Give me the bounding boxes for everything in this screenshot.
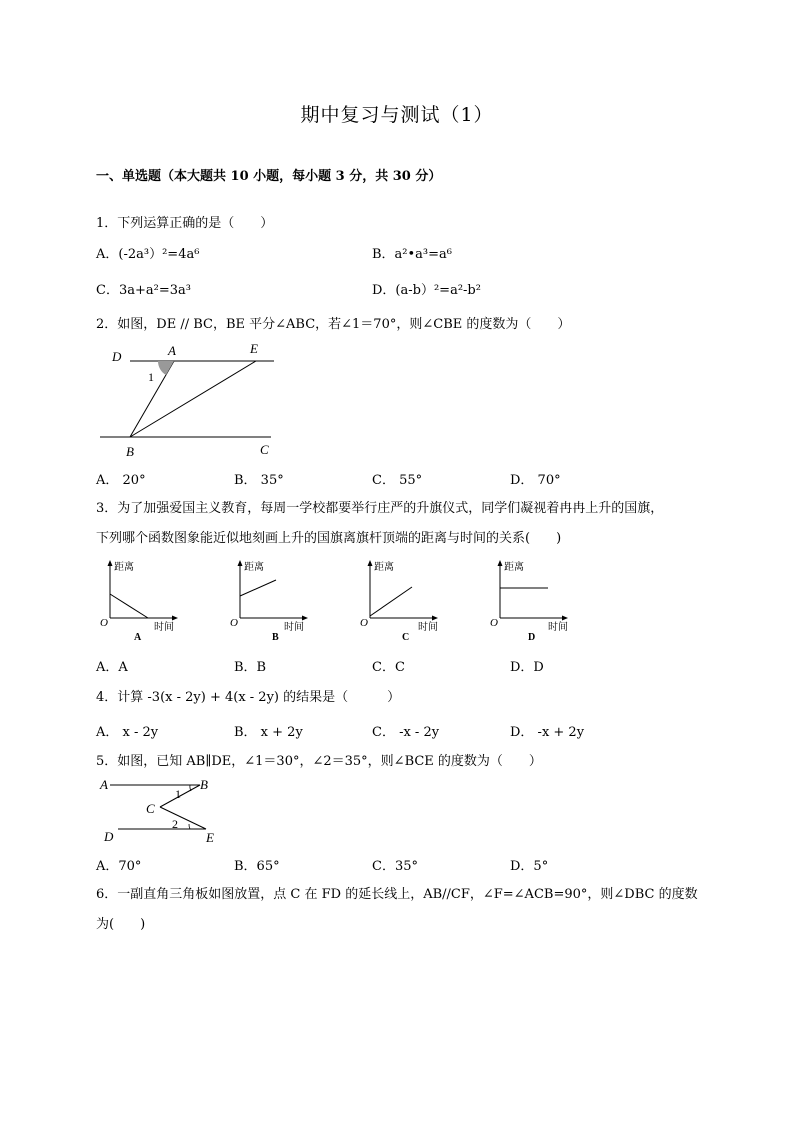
- label-angle-1: 1: [175, 787, 181, 801]
- question-5-option-a: A．70°: [96, 859, 142, 874]
- label-d: D: [104, 829, 114, 844]
- question-1-stem: 1．下列运算正确的是（ ）: [96, 216, 274, 231]
- label-angle-1: 1: [148, 370, 154, 384]
- label-d: D: [112, 349, 122, 364]
- graph-b-name: B: [272, 632, 279, 643]
- graph-d-origin: O: [490, 617, 498, 629]
- label-e: E: [250, 341, 258, 356]
- graph-c: [356, 556, 446, 644]
- question-5-option-b: B．65°: [234, 859, 280, 874]
- graph-b-line: [240, 580, 276, 596]
- graph-c-name: C: [402, 632, 410, 643]
- graph-a-xlabel: 时间: [154, 622, 174, 633]
- question-2-stem: 2．如图，DE // BC，BE 平分∠ABC，若∠1＝70°，则∠CBE 的度数为（ ）: [96, 317, 571, 332]
- graph-d-ylabel: 距离: [504, 562, 524, 573]
- label-b: B: [200, 777, 208, 792]
- question-1-option-c: C．3a+a²=3a³: [96, 283, 191, 298]
- question-6-stem-line-1: 6．一副直角三角板如图放置，点 C 在 FD 的延长线上，AB//CF，∠F=∠ACB=90°，则∠DBC 的度数: [96, 887, 698, 902]
- question-3-stem-line-2: 下列哪个函数图象能近似地刻画上升的国旗离旗杆顶端的距离与时间的关系( ): [96, 531, 562, 546]
- question-5-figure: [96, 772, 226, 848]
- question-2-figure: [96, 338, 286, 464]
- graph-b-xlabel: 时间: [284, 622, 304, 633]
- graph-b-origin: O: [230, 617, 238, 629]
- graph-a-line: [110, 594, 148, 618]
- graph-c-xlabel: 时间: [418, 622, 438, 633]
- section-heading: 一、单选题（本大题共 10 小题，每小题 3 分，共 30 分）: [96, 169, 442, 184]
- label-c: C: [146, 801, 155, 816]
- graph-a-name: A: [134, 632, 142, 643]
- question-3-option-a: A．A: [96, 660, 128, 675]
- angle-1-mark: [158, 361, 174, 375]
- question-2-option-c: C． 55°: [372, 473, 423, 488]
- question-3-option-d: D．D: [510, 660, 544, 675]
- question-2-option-a: A． 20°: [96, 473, 146, 488]
- segment-ce: [160, 807, 206, 829]
- question-2-option-d: D． 70°: [510, 473, 561, 488]
- label-b: B: [126, 444, 134, 459]
- graph-a-ylabel: 距离: [114, 562, 134, 573]
- graph-a-origin: O: [100, 617, 108, 629]
- question-5-option-d: D．5°: [510, 859, 549, 874]
- graph-d: [486, 556, 576, 644]
- question-1-option-b: B．a²•a³=a⁶: [372, 247, 452, 262]
- question-4-stem: 4．计算 -3(x - 2y) + 4(x - 2y) 的结果是（ ）: [96, 690, 401, 705]
- label-c: C: [260, 442, 269, 457]
- question-5-option-c: C．35°: [372, 859, 418, 874]
- question-4-option-c: C． -x - 2y: [372, 725, 440, 740]
- question-4-option-a: A． x - 2y: [96, 725, 159, 740]
- question-3-option-b: B．B: [234, 660, 267, 675]
- label-a: A: [168, 343, 176, 358]
- question-4-option-b: B． x + 2y: [234, 725, 303, 740]
- label-e: E: [206, 830, 214, 845]
- question-4-option-d: D． -x + 2y: [510, 725, 585, 740]
- question-3-stem-line-1: 3．为了加强爱国主义教育，每周一学校都要举行庄严的升旗仪式，同学们凝视着冉冉上升的国旗，: [96, 501, 664, 516]
- question-6-stem-line-2: 为( ): [96, 917, 146, 932]
- question-1-option-d: D．(a-b）²=a²-b²: [372, 283, 481, 298]
- graph-d-xlabel: 时间: [548, 622, 568, 633]
- graph-b: [226, 556, 316, 644]
- graph-a: [96, 556, 186, 644]
- label-a: A: [100, 777, 108, 792]
- page-title: 期中复习与测试（1）: [300, 104, 494, 126]
- question-2-option-b: B． 35°: [234, 473, 284, 488]
- label-angle-2: 2: [172, 817, 178, 831]
- graph-b-ylabel: 距离: [244, 562, 264, 573]
- graph-c-line: [370, 587, 412, 616]
- question-5-stem: 5．如图，已知 AB∥DE，∠1＝30°，∠2＝35°，则∠BCE 的度数为（ ）: [96, 754, 542, 769]
- graph-c-origin: O: [360, 617, 368, 629]
- question-1-option-a: A．(-2a³）²=4a⁶: [96, 247, 200, 262]
- graph-c-ylabel: 距离: [374, 562, 394, 573]
- question-3-option-c: C．C: [372, 660, 405, 675]
- graph-d-name: D: [528, 632, 536, 643]
